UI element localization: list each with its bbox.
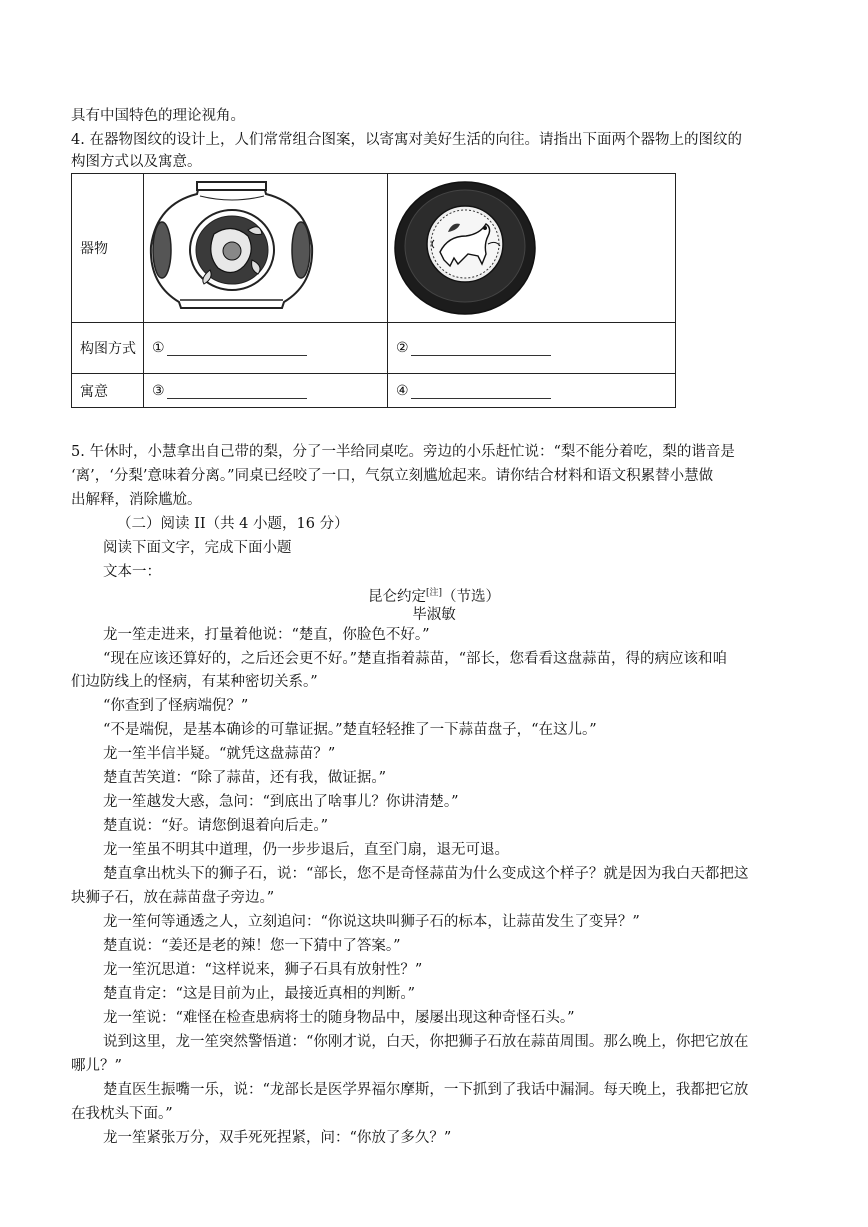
title-text: 昆仑约定 xyxy=(367,588,426,605)
jar-illustration xyxy=(144,174,388,322)
layout-row-label: 构图方式 xyxy=(72,323,144,374)
question-5-line-1: 5. 午休时，小慧拿出自己带的梨，分了一半给同桌吃。旁边的小乐赶忙说：“梨不能分着吃，梨的谐音是 xyxy=(71,444,735,460)
question-4-line-1: 4. 在器物图纹的设计上，人们常常组合图案，以寄寓对美好生活的向往。请指出下面两个器物上的图纹的 xyxy=(71,132,742,148)
story-line: 楚直拿出枕头下的狮子石，说：“部长，您不是奇怪蒜苗为什么变成这个样子？就是因为我白天都把这 xyxy=(103,866,749,882)
answer-line[interactable] xyxy=(167,384,307,399)
meaning-row-label: 寓意 xyxy=(72,374,144,408)
story-line: “不是端倪，是基本确诊的可靠证据。”楚直轻轻推了一下蒜苗盘子，“在这儿。” xyxy=(103,722,597,738)
story-line: 龙一笙紧张万分，双手死死捏紧，问：“你放了多久？” xyxy=(103,1130,452,1146)
section-instruction: 阅读下面文字，完成下面小题 xyxy=(103,540,292,556)
vessel-table xyxy=(71,173,676,408)
question-4-line-2: 构图方式以及寓意。 xyxy=(71,154,202,170)
title-footnote: [注] xyxy=(425,588,443,598)
story-line: 楚直说：“姜还是老的辣！您一下猜中了答案。” xyxy=(103,938,401,954)
title-suffix: （节选） xyxy=(442,588,501,605)
intro-line: 具有中国特色的理论视角。 xyxy=(71,108,245,124)
question-5-line-3: 出解释，消除尴尬。 xyxy=(71,492,202,508)
plate-illustration xyxy=(388,174,677,322)
story-line: “你查到了怪病端倪？” xyxy=(103,698,249,714)
section-heading: （二）阅读 II（共 4 小题，16 分） xyxy=(117,516,349,532)
blank-number: ② xyxy=(396,340,409,356)
story-line: 块狮子石，放在蒜苗盘子旁边。” xyxy=(71,890,275,906)
answer-line[interactable] xyxy=(411,341,551,356)
answer-line[interactable] xyxy=(411,384,551,399)
story-line: 龙一笙虽不明其中道理，仍一步步退后，直至门扇，退无可退。 xyxy=(103,842,509,858)
plate-cell xyxy=(388,174,676,323)
answer-blank-2[interactable] xyxy=(388,323,676,374)
story-line: 龙一笙半信半疑。“就凭这盘蒜苗？” xyxy=(103,746,336,762)
story-line: 龙一笙何等通透之人，立刻追问：“你说这块叫狮子石的标本，让蒜苗发生了变异？” xyxy=(103,914,640,930)
story-line: 楚直说：“好。请您倒退着向后走。” xyxy=(103,818,329,834)
meaning-row xyxy=(72,374,676,408)
story-line: 龙一笙越发大惑，急问：“到底出了啥事儿？你讲清楚。” xyxy=(103,794,459,810)
story-line: 楚直医生振嘴一乐，说：“龙部长是医学界福尔摩斯，一下抓到了我话中漏洞。每天晚上，我都把它放 xyxy=(103,1082,749,1098)
story-line: 龙一笙走进来，打量着他说：“楚直，你脸色不好。” xyxy=(103,627,430,643)
story-title xyxy=(0,583,868,607)
story-line: 说到这里，龙一笙突然警悟道：“你刚才说，白天，你把狮子石放在蒜苗周围。那么晚上，你把它放在 xyxy=(103,1034,749,1050)
vessel-row-label: 器物 xyxy=(72,174,144,323)
answer-blank-1[interactable] xyxy=(144,323,388,374)
story-line: 楚直苦笑道：“除了蒜苗，还有我，做证据。” xyxy=(103,770,387,786)
layout-row xyxy=(72,323,676,374)
jar-cell xyxy=(144,174,388,323)
answer-line[interactable] xyxy=(167,341,307,356)
blank-number: ① xyxy=(152,340,165,356)
question-5-line-2: ‘离’，‘分梨’意味着分离。”同桌已经咬了一口，气氛立刻尴尬起来。请你结合材料和语文积累替小慧做 xyxy=(71,468,714,484)
story-line: 在我枕头下面。” xyxy=(71,1106,173,1122)
text-label: 文本一： xyxy=(103,564,161,580)
blank-number: ④ xyxy=(396,382,409,399)
story-line: 龙一笙说：“难怪在检查患病将士的随身物品中，屡屡出现这种奇怪石头。” xyxy=(103,1010,575,1026)
answer-blank-4[interactable] xyxy=(388,374,676,408)
story-line: 楚直肯定：“这是目前为止，最接近真相的判断。” xyxy=(103,986,416,1002)
story-line: 们边防线上的怪病，有某种密切关系。” xyxy=(71,674,318,690)
blank-number: ③ xyxy=(152,382,165,399)
answer-blank-3[interactable] xyxy=(144,374,388,408)
story-author: 毕淑敏 xyxy=(412,607,456,623)
vessel-row xyxy=(72,174,676,323)
story-line: “现在应该还算好的，之后还会更不好。”楚直指着蒜苗，“部长，您看看这盘蒜苗，得的病应该和咱 xyxy=(103,651,727,667)
story-line: 哪儿？” xyxy=(71,1058,122,1074)
story-line: 龙一笙沉思道：“这样说来，狮子石具有放射性？” xyxy=(103,962,423,978)
